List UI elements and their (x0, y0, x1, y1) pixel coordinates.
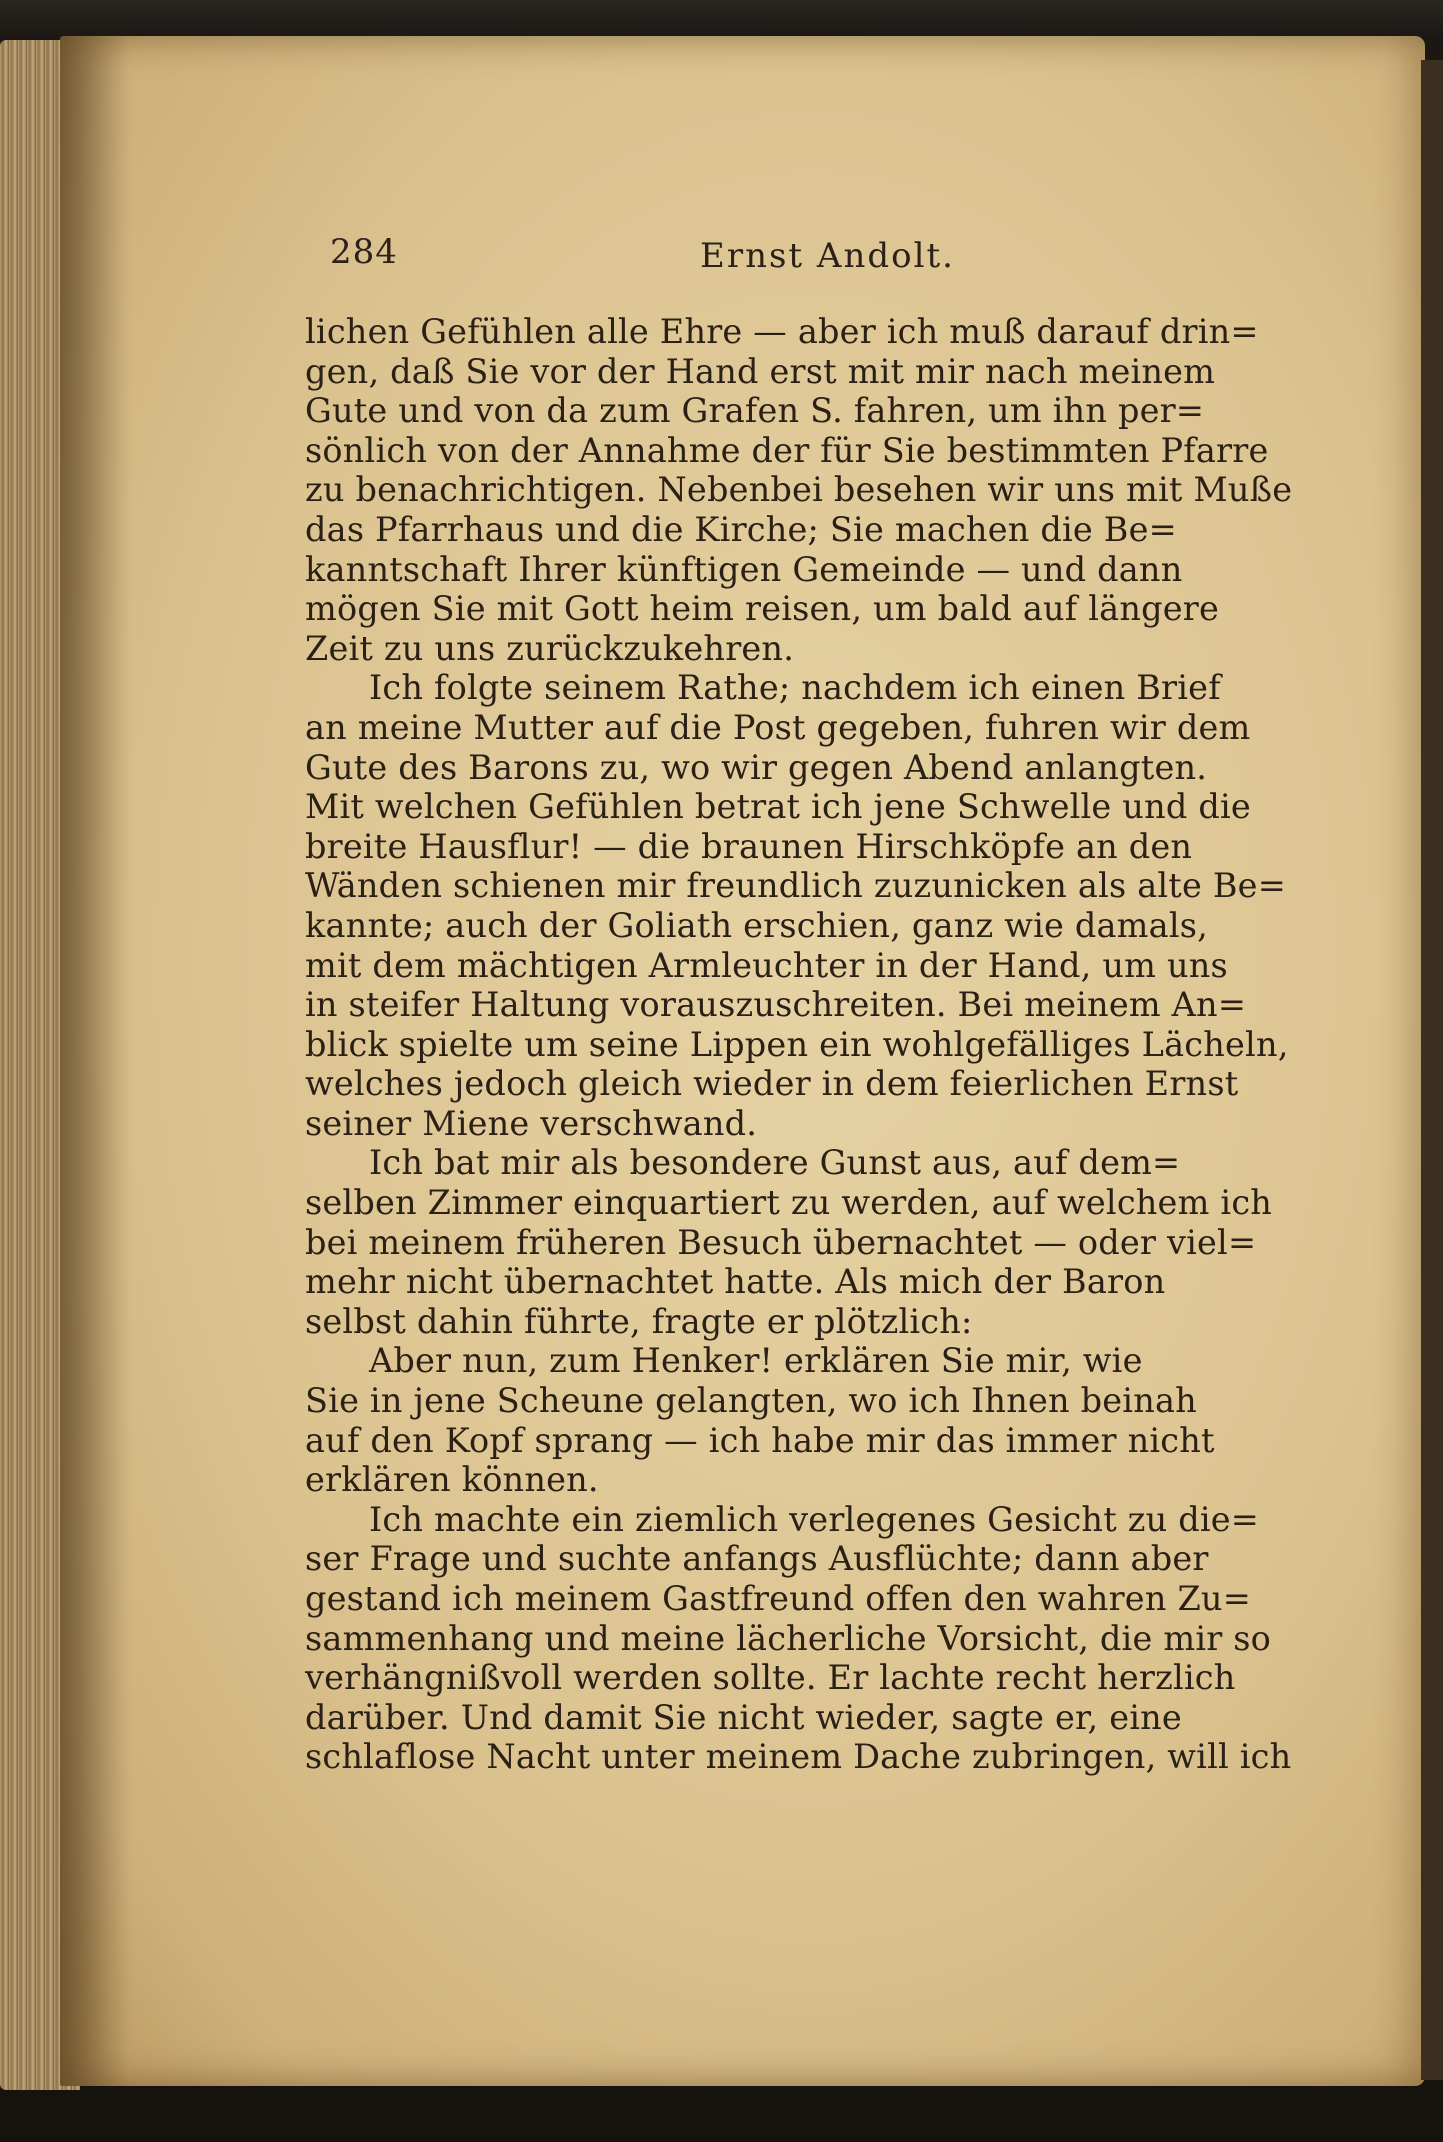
text-line: welches jedoch gleich wieder in dem feierlichen Ernst (305, 1064, 1239, 1104)
text-line: mit dem mächtigen Armleuchter in der Hand, um uns (305, 945, 1228, 985)
text-line: Wänden schienen mir freundlich zuzunicken als alte Be= (305, 866, 1286, 906)
text-line: gen, daß Sie vor der Hand erst mit mir nach meinem (305, 351, 1216, 391)
text-line: breite Hausflur! — die braunen Hirschköpfe an den (305, 826, 1193, 866)
text-line: Ich machte ein ziemlich verlegenes Gesicht zu die= (369, 1499, 1260, 1539)
spine-shadow (60, 36, 130, 2086)
text-line: mögen Sie mit Gott heim reisen, um bald auf längere (305, 589, 1220, 629)
text-line: gestand ich meinem Gastfreund offen den wahren Zu= (305, 1579, 1251, 1618)
text-line: Sie in jene Scheune gelangten, wo ich Ihnen beinah (305, 1381, 1197, 1421)
text-line: zu benachrichtigen. Nebenbei besehen wir uns mit Muße (305, 470, 1293, 510)
text-line: erklären können. (305, 1460, 599, 1500)
text-line: selbst dahin führte, fragte er plötzlich: (305, 1301, 973, 1341)
page-header (330, 232, 1260, 282)
body-text (305, 312, 1293, 1777)
text-line: schlaflose Nacht unter meinem Dache zubringen, will ich (305, 1737, 1292, 1777)
text-line: seiner Miene verschwand. (305, 1103, 758, 1143)
text-line: sönlich von der Annahme der für Sie bestimmten Pfarre (305, 430, 1269, 470)
text-line: mehr nicht übernachtet hatte. Als mich der Baron (305, 1262, 1166, 1302)
paragraph (305, 1143, 1273, 1341)
text-line: auf den Kopf sprang — ich habe mir das immer nicht (305, 1420, 1215, 1460)
text-line: das Pfarrhaus und die Kirche; Sie machen die Be= (305, 509, 1177, 549)
text-line: darüber. Und damit Sie nicht wieder, sagte er, eine (305, 1697, 1182, 1737)
text-line: an meine Mutter auf die Post gegeben, fuhren wir dem (305, 707, 1251, 747)
right-page-edge (1421, 60, 1443, 2080)
text-line: sammenhang und meine lächerliche Vorsicht, die mir so (305, 1618, 1272, 1658)
running-head: Ernst Andolt. (700, 236, 955, 276)
text-line: verhängnißvoll werden sollte. Er lachte recht herzlich (305, 1658, 1236, 1698)
text-line: selben Zimmer einquartiert zu werden, auf welchem ich (305, 1183, 1273, 1223)
text-line: kanntschaft Ihrer künftigen Gemeinde — und dann (305, 549, 1183, 589)
text-line: kannte; auch der Goliath erschien, ganz wie damals, (305, 905, 1208, 945)
paragraph (305, 1499, 1292, 1777)
page-number: 284 (330, 232, 398, 272)
text-line: Ich folgte seinem Rathe; nachdem ich einen Brief (369, 668, 1221, 708)
text-line: Gute des Barons zu, wo wir gegen Abend anlangten. (305, 747, 1208, 787)
text-line: bei meinem früheren Besuch übernachtet — oder viel= (305, 1222, 1257, 1262)
text-line: ser Frage und suchte anfangs Ausflüchte; dann aber (305, 1539, 1209, 1579)
text-line: Mit welchen Gefühlen betrat ich jene Schwelle und die (305, 787, 1251, 827)
text-line: blick spielte um seine Lippen ein wohlgefälliges Lächeln, (305, 1024, 1289, 1064)
paragraph (305, 668, 1289, 1143)
text-line: Zeit zu uns zurückzukehren. (305, 628, 795, 668)
text-line: Gute und von da zum Grafen S. fahren, um ihn per= (305, 391, 1205, 431)
text-line: in steifer Haltung vorauszuschreiten. Bei meinem An= (305, 985, 1247, 1025)
text-line: lichen Gefühlen alle Ehre — aber ich muß darauf drin= (305, 312, 1259, 351)
paragraph (305, 1341, 1245, 1499)
text-line: Aber nun, zum Henker! erklären Sie mir, wie (369, 1341, 1143, 1381)
text-line: Ich bat mir als besondere Gunst aus, auf dem= (369, 1143, 1181, 1183)
paragraph (305, 312, 1293, 668)
